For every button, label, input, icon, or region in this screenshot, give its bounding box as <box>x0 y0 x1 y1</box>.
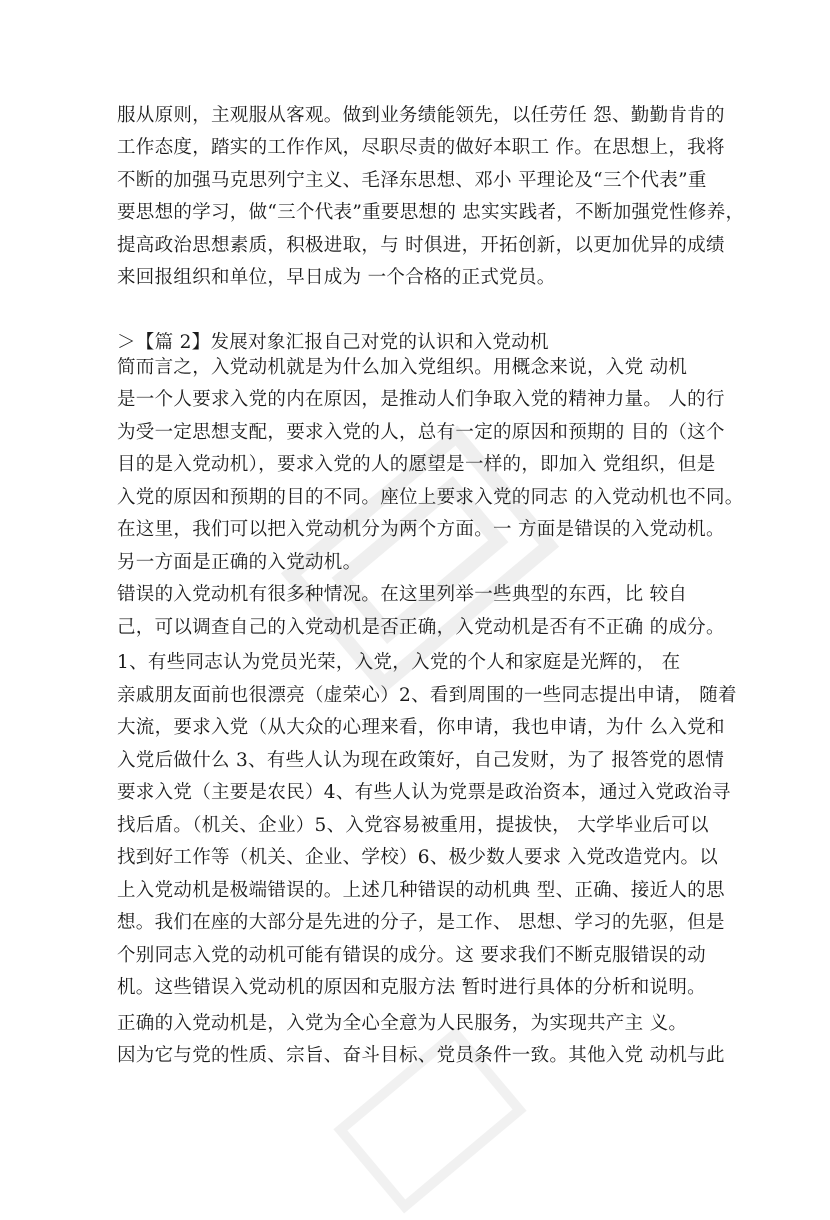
paragraph-line: 是一个人要求入党的内在原因，是推动人们争取入党的精神力量。 人的行 <box>117 389 725 410</box>
paragraph-line: 找到好工作等（机关、企业、学校）6、极少数人要求 入党改造党内。以 <box>117 847 719 868</box>
paragraph-line: 大流，要求入党（从大众的心理来看，你申请，我也申请，为什 么入党和 <box>117 717 725 738</box>
paragraph-line: 目的是入党动机），要求入党的人的愿望是一样的，即加入 党组织，但是 <box>117 454 716 475</box>
paragraph-line: 来回报组织和单位，早日成为 一个合格的正式党员。 <box>117 267 556 288</box>
paragraph-line: 工作态度，踏实的工作作风，尽职尽责的做好本职工 作。在思想上，我将 <box>117 137 725 158</box>
paragraph-line: 错误的入党动机有很多种情况。在这里列举一些典型的东西，比 较自 <box>117 584 688 605</box>
paragraph-line: 要求入党（主要是农民）4、有些人认为党票是政治资本，通过入党政治寻 <box>117 782 731 803</box>
paragraph-line: 提高政治思想素质，积极进取，与 时俱进，开拓创新，以更加优异的成绩 <box>117 235 725 256</box>
section-heading: ＞【篇 2】发展对象汇报自己对党的认识和入党动机 <box>117 332 549 353</box>
paragraph-line: 找后盾。（机关、企业）5、入党容易被重用，提拔快， 大学毕业后可以 <box>117 815 709 836</box>
paragraph-line: 为受一定思想支配，要求入党的人，总有一定的原因和预期的 目的（这个 <box>117 422 725 443</box>
paragraph-line: 在这里，我们可以把入党动机分为两个方面。一 方面是错误的入党动机。 <box>117 519 725 540</box>
paragraph-line: 简而言之，入党动机就是为什么加入党组织。用概念来说，入党 动机 <box>117 357 688 378</box>
paragraph-line: 上入党动机是极端错误的。上述几种错误的动机典 型、正确、接近人的思 <box>117 880 725 901</box>
paragraph-line: 服从原则，主观服从客观。做到业务绩能领先，以任劳任 怨、勤勤肯肯的 <box>117 105 725 126</box>
paragraph-line: 要思想的学习，做“三个代表”重要思想的 忠实实践者，不断加强党性修养， <box>117 202 745 223</box>
paragraph-line: 个别同志入党的动机可能有错误的成分。这 要求我们不断克服错误的动 <box>117 945 706 966</box>
paragraph-line: 入党的原因和预期的目的不同。座位上要求入党的同志 的入党动机也不同。 <box>117 487 744 508</box>
paragraph-line: 想。我们在座的大部分是先进的分子，是工作、 思想、学习的先驱，但是 <box>117 912 725 933</box>
paragraph-line: 入党后做什么 3、有些人认为现在政策好，自己发财，为了 报答党的恩情 <box>117 750 725 771</box>
paragraph-line: 另一方面是正确的入党动机。 <box>117 552 362 573</box>
paragraph-line: 亲戚朋友面前也很漂亮（虚荣心）2、看到周围的一些同志提出申请， 随着 <box>117 685 737 706</box>
paragraph-line: 机。这些错误入党动机的原因和克服方法 暂时进行具体的分析和说明。 <box>117 977 706 998</box>
paragraph-line: 正确的入党动机是，入党为全心全意为人民服务，为实现共产主 义。 <box>117 1013 688 1034</box>
paragraph-line: 因为它与党的性质、宗旨、奋斗目标、党员条件一致。其他入党 动机与此 <box>117 1045 725 1066</box>
paragraph-line: 不断的加强马克思列宁主义、毛泽东思想、邓小 平理论及“三个代表”重 <box>117 170 707 191</box>
paragraph-line: 己，可以调查自己的入党动机是否正确，入党动机是否有不正确 的成分。 <box>117 617 725 638</box>
paragraph-line: 1、有些同志认为党员光荣，入党，入党的个人和家庭是光辉的， 在 <box>117 652 681 673</box>
